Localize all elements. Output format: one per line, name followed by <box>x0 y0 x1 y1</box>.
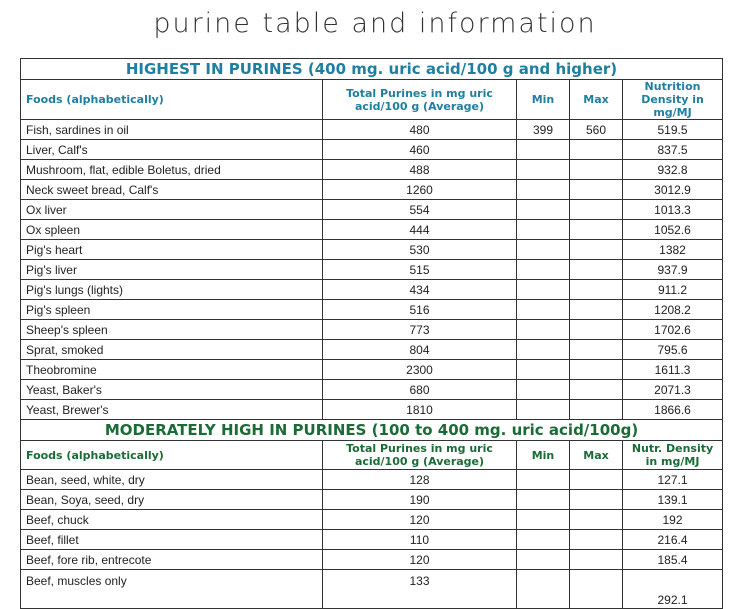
max-cell <box>570 320 623 340</box>
table-row <box>21 470 723 490</box>
max-header: Max <box>570 80 623 120</box>
food-name-cell: Ox liver <box>21 200 323 220</box>
table-row <box>21 340 723 360</box>
table-row <box>21 240 723 260</box>
food-name-cell: Pig's heart <box>21 240 323 260</box>
total-purines-cell: 804 <box>323 340 517 360</box>
nutrition-density-header: Nutr. Density in mg/MJ <box>623 441 723 470</box>
min-cell <box>517 200 570 220</box>
table-row <box>21 400 723 420</box>
min-cell <box>517 180 570 200</box>
total-purines-cell: 120 <box>323 510 517 530</box>
food-name-cell: Bean, seed, white, dry <box>21 470 323 490</box>
table-body <box>21 59 723 609</box>
table-row <box>21 570 723 609</box>
total-purines-cell: 110 <box>323 530 517 550</box>
max-cell <box>570 570 623 609</box>
max-cell <box>570 260 623 280</box>
food-name-cell: Beef, muscles only <box>21 570 323 609</box>
total-purines-cell: 1810 <box>323 400 517 420</box>
table-row <box>21 260 723 280</box>
nutrition-density-cell: 139.1 <box>623 490 723 510</box>
section-title: HIGHEST IN PURINES (400 mg. uric acid/100 g and higher) <box>21 59 723 80</box>
food-name-cell: Mushroom, flat, edible Boletus, dried <box>21 160 323 180</box>
max-cell <box>570 340 623 360</box>
total-purines-cell: 680 <box>323 380 517 400</box>
total-purines-cell: 460 <box>323 140 517 160</box>
max-cell <box>570 240 623 260</box>
nutrition-density-cell: 911.2 <box>623 280 723 300</box>
min-cell <box>517 510 570 530</box>
total-purines-cell: 488 <box>323 160 517 180</box>
min-cell <box>517 570 570 609</box>
food-name-cell: Yeast, Brewer's <box>21 400 323 420</box>
min-cell <box>517 260 570 280</box>
nutrition-density-cell: 1208.2 <box>623 300 723 320</box>
nutrition-density-cell: 2071.3 <box>623 380 723 400</box>
min-cell <box>517 380 570 400</box>
table-row <box>21 320 723 340</box>
nutrition-density-cell: 127.1 <box>623 470 723 490</box>
total-purines-cell: 2300 <box>323 360 517 380</box>
table-row <box>21 510 723 530</box>
purine-table <box>20 58 723 609</box>
food-name-cell: Yeast, Baker's <box>21 380 323 400</box>
nutrition-density-cell: 3012.9 <box>623 180 723 200</box>
min-cell <box>517 530 570 550</box>
table-row <box>21 530 723 550</box>
nutrition-density-cell: 937.9 <box>623 260 723 280</box>
min-cell <box>517 300 570 320</box>
nutrition-density-cell: 1611.3 <box>623 360 723 380</box>
table-row <box>21 200 723 220</box>
total-purines-cell: 515 <box>323 260 517 280</box>
food-name-cell: Pig's liver <box>21 260 323 280</box>
section-title-row <box>21 59 723 80</box>
min-cell <box>517 400 570 420</box>
max-cell <box>570 470 623 490</box>
total-purines-cell: 128 <box>323 470 517 490</box>
table-row <box>21 220 723 240</box>
min-header: Min <box>517 80 570 120</box>
total-purines-cell: 530 <box>323 240 517 260</box>
section-title-row <box>21 420 723 441</box>
column-header-row <box>21 441 723 470</box>
nutrition-density-cell: 1052.6 <box>623 220 723 240</box>
nutrition-density-cell: 1702.6 <box>623 320 723 340</box>
max-cell <box>570 400 623 420</box>
max-cell <box>570 490 623 510</box>
nutrition-density-cell: 837.5 <box>623 140 723 160</box>
foods-header: Foods (alphabetically) <box>21 441 323 470</box>
table-row <box>21 380 723 400</box>
total-purines-cell: 516 <box>323 300 517 320</box>
food-name-cell: Sheep's spleen <box>21 320 323 340</box>
max-cell <box>570 550 623 570</box>
page-title: purine table and information <box>153 8 597 39</box>
min-cell <box>517 470 570 490</box>
min-cell <box>517 550 570 570</box>
section-title: MODERATELY HIGH IN PURINES (100 to 400 mg. uric acid/100g) <box>21 420 723 441</box>
min-cell <box>517 280 570 300</box>
min-cell <box>517 220 570 240</box>
nutrition-density-cell: 185.4 <box>623 550 723 570</box>
min-cell: 399 <box>517 120 570 140</box>
foods-header: Foods (alphabetically) <box>21 80 323 120</box>
total-purines-cell: 120 <box>323 550 517 570</box>
max-cell <box>570 280 623 300</box>
food-name-cell: Bean, Soya, seed, dry <box>21 490 323 510</box>
food-name-cell: Beef, chuck <box>21 510 323 530</box>
total-purines-cell: 190 <box>323 490 517 510</box>
min-cell <box>517 160 570 180</box>
nutrition-density-cell: 932.8 <box>623 160 723 180</box>
total-purines-cell: 133 <box>323 570 517 609</box>
min-cell <box>517 240 570 260</box>
food-name-cell: Theobromine <box>21 360 323 380</box>
max-header: Max <box>570 441 623 470</box>
min-cell <box>517 140 570 160</box>
total-purines-cell: 773 <box>323 320 517 340</box>
total-purines-header: Total Purines in mg uric acid/100 g (Average) <box>323 80 517 120</box>
max-cell <box>570 530 623 550</box>
table-row <box>21 140 723 160</box>
min-cell <box>517 320 570 340</box>
food-name-cell: Beef, fillet <box>21 530 323 550</box>
min-header: Min <box>517 441 570 470</box>
max-cell <box>570 220 623 240</box>
total-purines-cell: 554 <box>323 200 517 220</box>
food-name-cell: Neck sweet bread, Calf's <box>21 180 323 200</box>
total-purines-cell: 1260 <box>323 180 517 200</box>
table-row <box>21 280 723 300</box>
max-cell <box>570 200 623 220</box>
table-row <box>21 300 723 320</box>
nutrition-density-cell: 1013.3 <box>623 200 723 220</box>
total-purines-cell: 480 <box>323 120 517 140</box>
min-cell <box>517 490 570 510</box>
total-purines-cell: 434 <box>323 280 517 300</box>
min-cell <box>517 360 570 380</box>
nutrition-density-cell: 1866.6 <box>623 400 723 420</box>
table-row <box>21 490 723 510</box>
min-cell <box>517 340 570 360</box>
max-cell <box>570 180 623 200</box>
max-cell: 560 <box>570 120 623 140</box>
nutrition-density-cell: 1382 <box>623 240 723 260</box>
food-name-cell: Pig's spleen <box>21 300 323 320</box>
max-cell <box>570 360 623 380</box>
nutrition-density-cell: 292.1 <box>623 570 723 609</box>
food-name-cell: Sprat, smoked <box>21 340 323 360</box>
table-row <box>21 550 723 570</box>
food-name-cell: Liver, Calf's <box>21 140 323 160</box>
column-header-row <box>21 80 723 120</box>
nutrition-density-header: Nutrition Density in mg/MJ <box>623 80 723 120</box>
max-cell <box>570 300 623 320</box>
table-row <box>21 160 723 180</box>
table-row <box>21 180 723 200</box>
nutrition-density-cell: 519.5 <box>623 120 723 140</box>
max-cell <box>570 140 623 160</box>
max-cell <box>570 510 623 530</box>
max-cell <box>570 160 623 180</box>
food-name-cell: Ox spleen <box>21 220 323 240</box>
total-purines-header: Total Purines in mg uric acid/100 g (Average) <box>323 441 517 470</box>
food-name-cell: Fish, sardines in oil <box>21 120 323 140</box>
table-row <box>21 360 723 380</box>
total-purines-cell: 444 <box>323 220 517 240</box>
max-cell <box>570 380 623 400</box>
table-row <box>21 120 723 140</box>
food-name-cell: Pig's lungs (lights) <box>21 280 323 300</box>
food-name-cell: Beef, fore rib, entrecote <box>21 550 323 570</box>
nutrition-density-cell: 192 <box>623 510 723 530</box>
nutrition-density-cell: 216.4 <box>623 530 723 550</box>
nutrition-density-cell: 795.6 <box>623 340 723 360</box>
